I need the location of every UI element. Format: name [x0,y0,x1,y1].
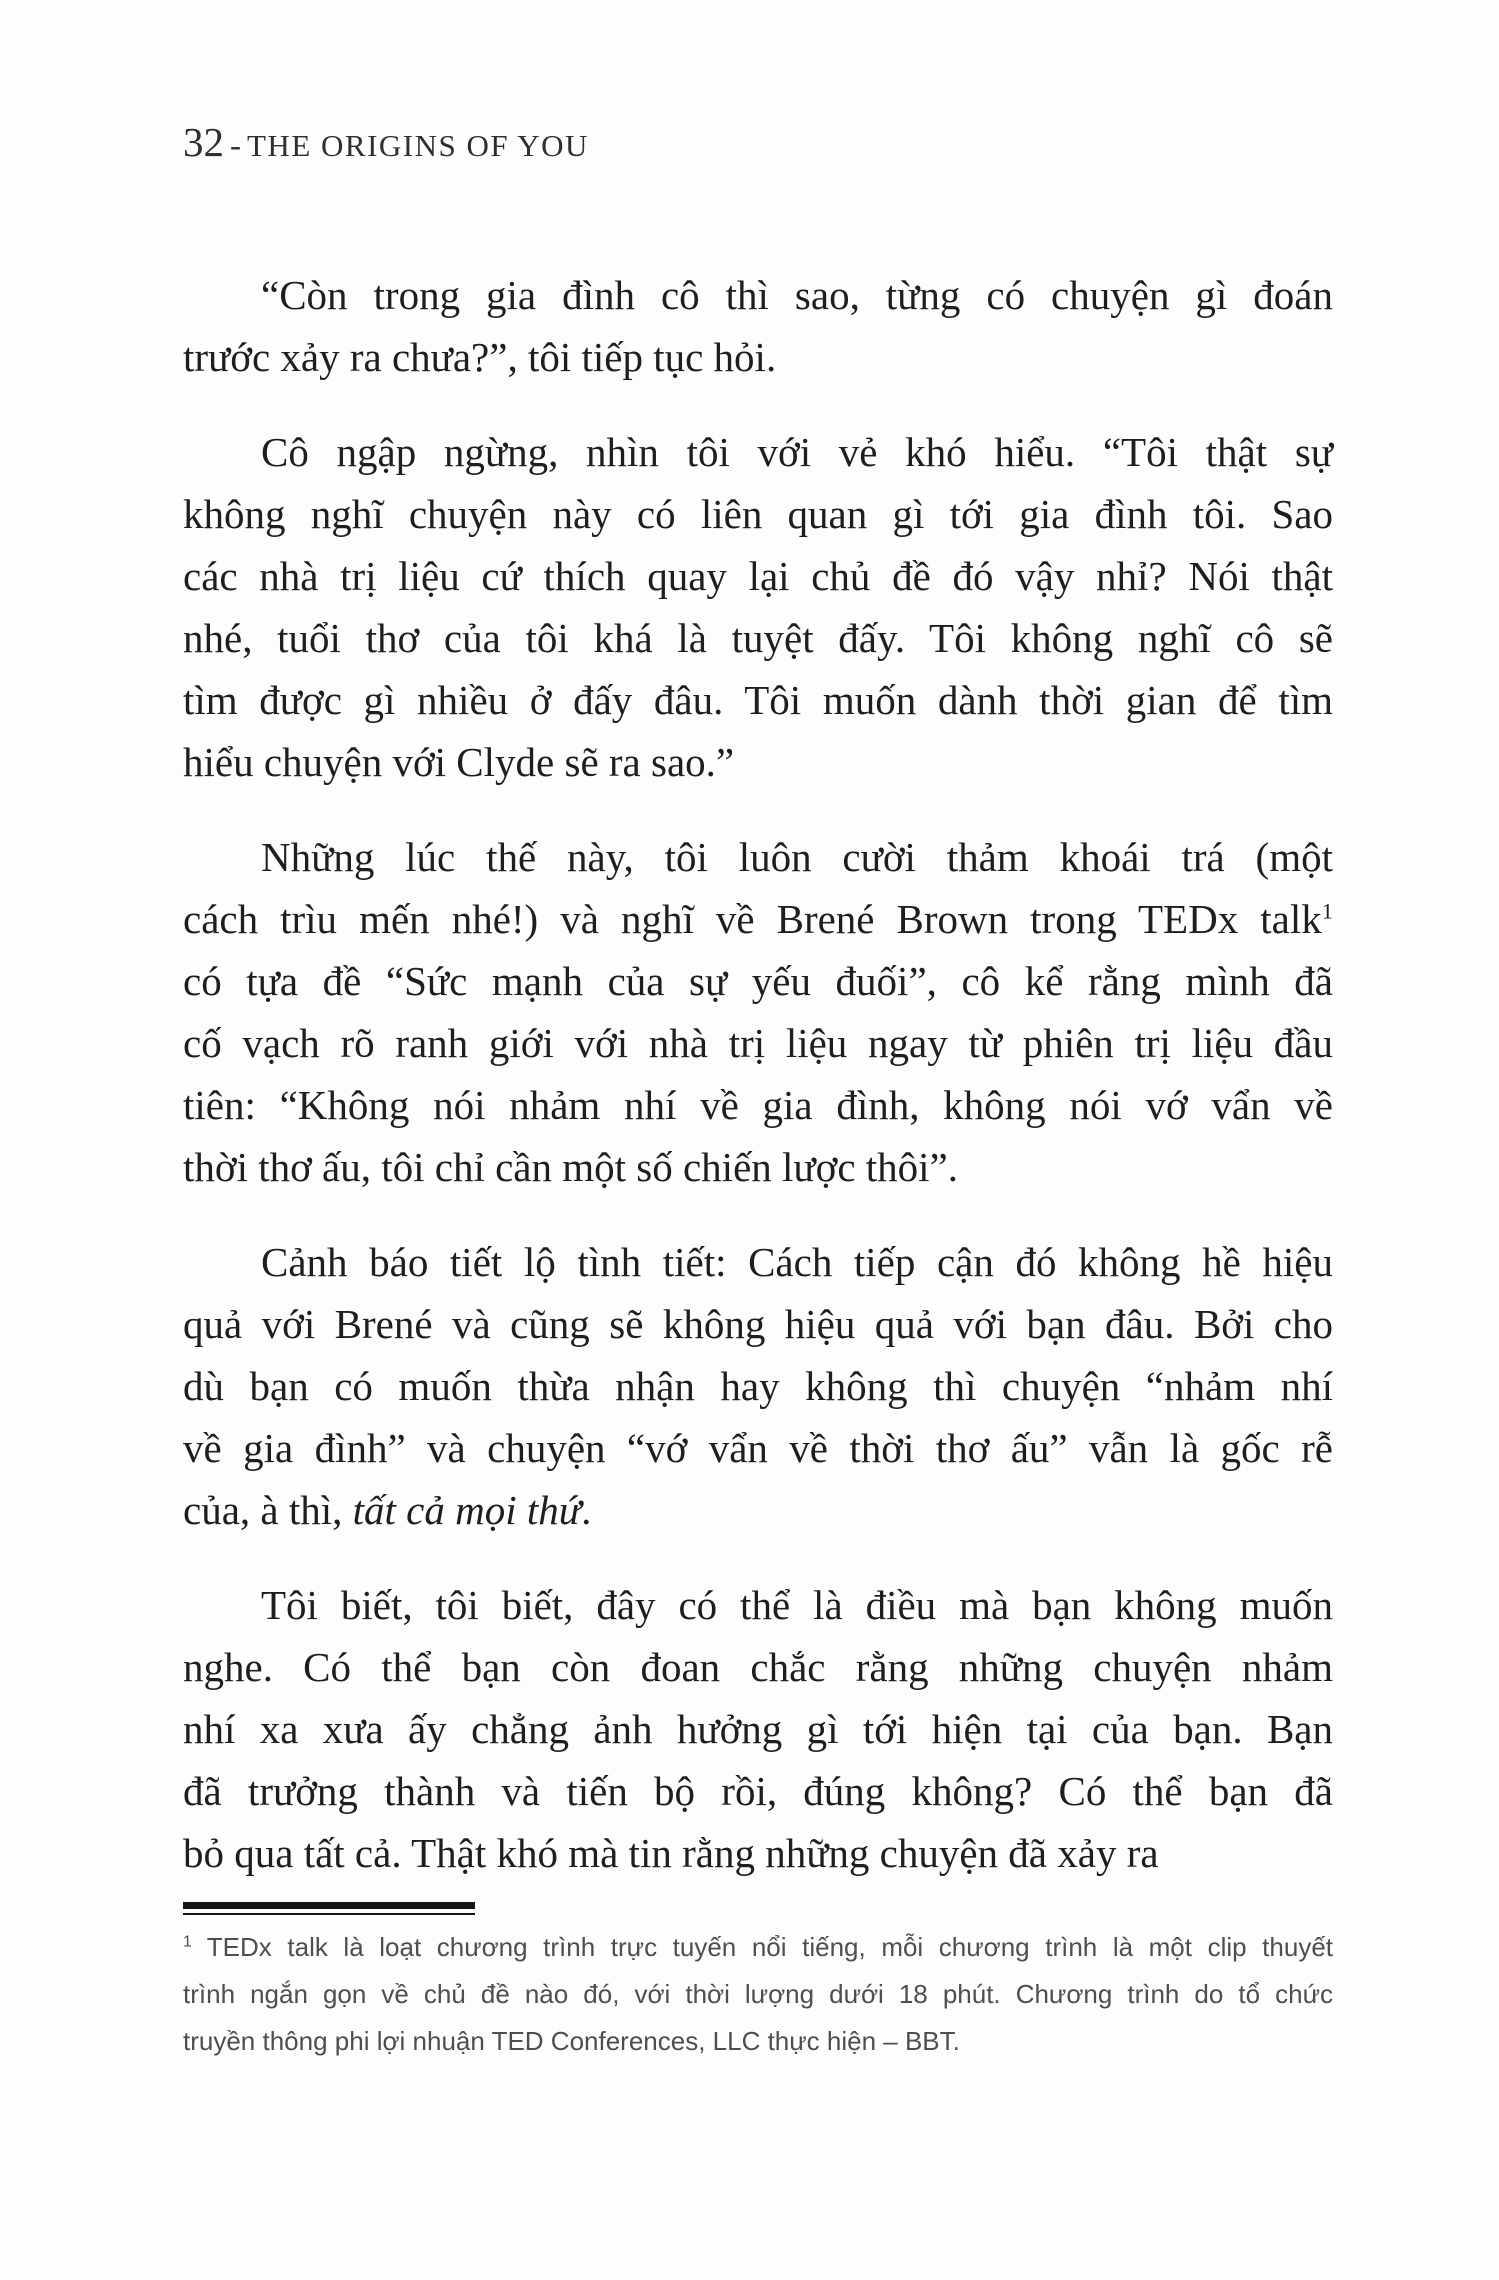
text-line [183,1231,1333,1293]
text-segment: không nghĩ chuyện này có liên quan gì tới gia đình tôi. Sao [183,491,1333,537]
text-line [183,1971,1333,2018]
text-line [183,1636,1333,1698]
text-segment: Cảnh báo tiết lộ tình tiết: Cách tiếp cận đó không hề hiệu [261,1239,1333,1285]
text-line [183,1698,1333,1760]
text-line [183,1136,1333,1198]
text-segment: trình ngắn gọn về chủ đề nào đó, với thời lượng dưới 18 phút. Chương trình do tổ chức [183,1979,1333,2009]
text-line [183,1574,1333,1636]
text-segment: bỏ qua tất cả. Thật khó mà tin rằng những chuyện đã xảy ra [183,1830,1159,1876]
running-head-separator: - [230,128,241,164]
text-line [183,1924,1333,1971]
text-line [183,1355,1333,1417]
text-segment: dù bạn có muốn thừa nhận hay không thì chuyện “nhảm nhí [183,1363,1333,1409]
paragraph [183,421,1333,793]
text-segment: Những lúc thế này, tôi luôn cười thảm khoái trá (một [261,834,1333,880]
text-line [183,326,1333,388]
page-number: 32 [183,119,224,165]
footnote-rule [183,1902,475,1915]
text-line [183,826,1333,888]
text-segment: TEDx talk là loạt chương trình trực tuyến nổi tiếng, mỗi chương trình là một clip thuyết [191,1932,1333,1962]
text-segment: các nhà trị liệu cứ thích quay lại chủ đề đó vậy nhỉ? Nói thật [183,553,1333,599]
text-line [183,1760,1333,1822]
footnote [183,1924,1333,2065]
text-line [183,1417,1333,1479]
text-line [183,1012,1333,1074]
text-line [183,545,1333,607]
text-segment: tất cả mọi thứ [352,1487,582,1533]
text-line [183,607,1333,669]
text-segment: cách trìu mến nhé!) và nghĩ về Brené Brown trong TEDx talk [183,896,1322,942]
text-segment: hiểu chuyện với Clyde sẽ ra sao.” [183,739,735,785]
text-line [183,888,1333,950]
body-text [183,264,1333,1884]
text-segment: thời thơ ấu, tôi chỉ cần một số chiến lược thôi”. [183,1144,958,1190]
text-line [183,669,1333,731]
text-line [183,950,1333,1012]
text-segment: truyền thông phi lợi nhuận TED Conferences, LLC thực hiện – BBT. [183,2026,960,2056]
text-line [183,1822,1333,1884]
text-segment: tiên: “Không nói nhảm nhí về gia đình, không nói vớ vẩn về [183,1082,1333,1128]
text-segment: của, à thì, [183,1487,353,1533]
text-segment: quả với Brené và cũng sẽ không hiệu quả với bạn đâu. Bởi cho [183,1301,1333,1347]
text-line [183,264,1333,326]
text-line [183,731,1333,793]
text-segment: nhé, tuổi thơ của tôi khá là tuyệt đấy. Tôi không nghĩ cô sẽ [183,615,1333,661]
text-segment: Tôi biết, tôi biết, đây có thể là điều mà bạn không muốn [261,1582,1333,1628]
paragraph [183,826,1333,1198]
text-line [183,1293,1333,1355]
paragraph [183,1231,1333,1541]
text-segment: về gia đình” và chuyện “vớ vẩn về thời thơ ấu” vẫn là gốc rễ [183,1425,1333,1471]
text-line [183,1074,1333,1136]
footnote-marker: 1 [183,1933,192,1951]
paragraph [183,1574,1333,1884]
text-segment: tìm được gì nhiều ở đấy đâu. Tôi muốn dành thời gian để tìm [183,677,1333,723]
text-segment: trước xảy ra chưa?”, tôi tiếp tục hỏi. [183,334,777,380]
running-head [183,118,589,166]
text-segment: có tựa đề “Sức mạnh của sự yếu đuối”, cô kể rằng mình đã [183,958,1333,1004]
paragraph [183,264,1333,388]
text-line [183,2018,1333,2065]
footnote-marker: 1 [1321,898,1333,924]
text-segment: nhí xa xưa ấy chẳng ảnh hưởng gì tới hiện tại của bạn. Bạn [183,1706,1333,1752]
text-line [183,483,1333,545]
text-segment: Cô ngập ngừng, nhìn tôi với vẻ khó hiểu. “Tôi thật sự [261,429,1333,475]
text-segment: cố vạch rõ ranh giới với nhà trị liệu ngay từ phiên trị liệu đầu [183,1020,1333,1066]
text-segment: . [581,1487,592,1533]
text-segment: đã trưởng thành và tiến bộ rồi, đúng không? Có thể bạn đã [183,1768,1333,1814]
text-line [183,1479,1333,1541]
running-head-title: THE ORIGINS OF YOU [247,128,589,163]
text-segment: “Còn trong gia đình cô thì sao, từng có chuyện gì đoán [261,272,1333,318]
text-line [183,421,1333,483]
text-segment: nghe. Có thể bạn còn đoan chắc rằng những chuyện nhảm [183,1644,1333,1690]
